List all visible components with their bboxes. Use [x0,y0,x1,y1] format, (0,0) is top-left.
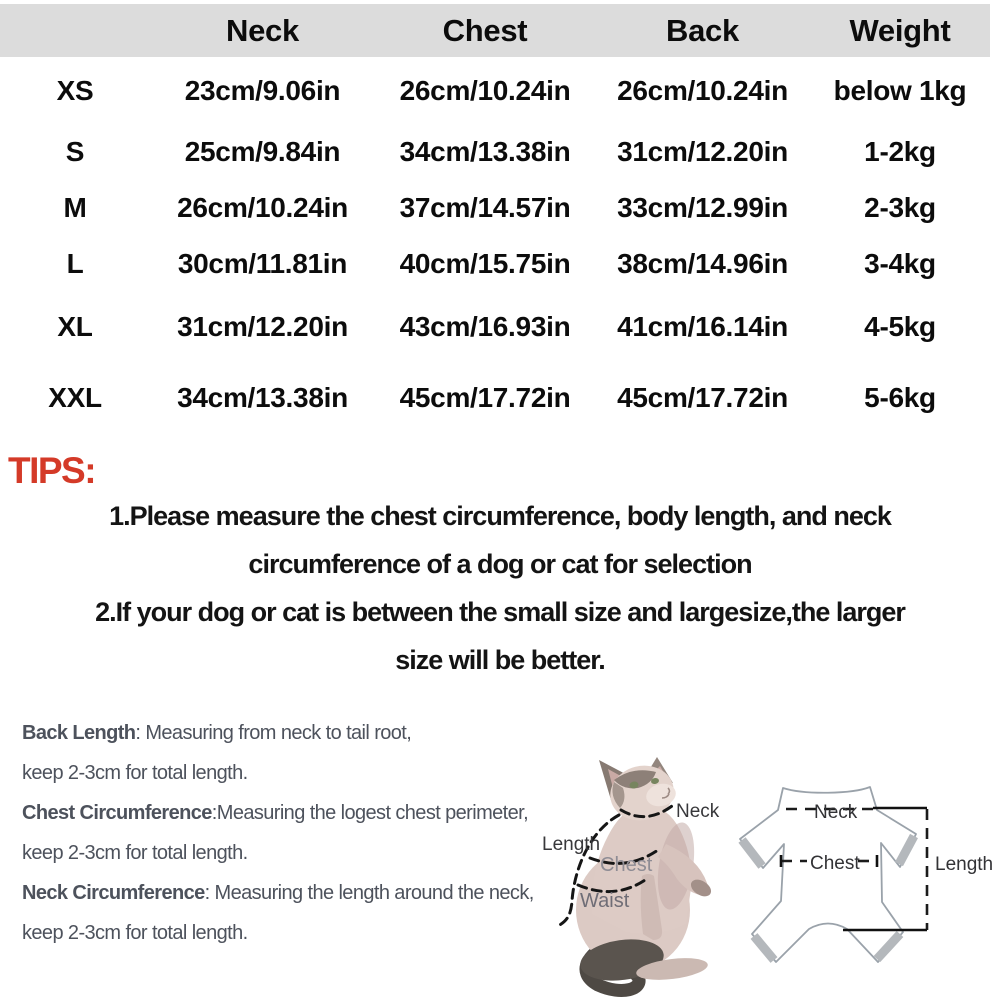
size-cell: S [65,136,85,167]
instruction-chest-circumference [22,793,534,833]
size-chart-header-row [0,4,990,57]
back-cell: 45cm/17.72in [617,382,788,413]
table-row [0,58,990,124]
neck-cell: 30cm/11.81in [177,248,348,279]
table-row [0,236,990,292]
table-row [0,362,990,434]
size-cell: L [66,248,84,279]
size-cell: XL [57,311,93,342]
instruction-continuation: keep 2-3cm for total length. [22,842,248,864]
back-cell: 38cm/14.96in [617,248,788,279]
back-cell: 31cm/12.20in [617,136,788,167]
instruction-neck-circumference [22,873,534,913]
chest-cell: 37cm/14.57in [399,192,571,223]
header-cell-back: Back [666,12,739,48]
size-cell: M [63,192,87,223]
size-cell: XXL [48,382,102,413]
garment-diagram [730,778,1000,978]
garment-neck-label: Neck [814,802,858,823]
neck-cell: 34cm/13.38in [177,382,348,413]
tip-line-1: 1.Please measure the chest circumference, body length, and neck [109,501,891,531]
cat-neck-label: Neck [676,801,720,822]
tip-line-2: circumference of a dog or cat for selection [248,549,752,579]
chest-cell: 43cm/16.93in [399,311,571,342]
garment-length-label: Length [935,854,994,875]
cat-length-label: Length [542,834,601,855]
instruction-back-length [22,713,534,753]
chest-cell: 40cm/15.75in [399,248,571,279]
neck-cell: 25cm/9.84in [184,136,341,167]
size-cell: XS [56,75,94,106]
instruction-label: Chest Circumference [22,802,212,824]
neck-cell: 26cm/10.24in [177,192,348,223]
cat-waist-label: Waist [580,890,630,912]
instruction-continuation: keep 2-3cm for total length. [22,762,248,784]
instruction-text: : Measuring the length around the neck, [204,882,534,904]
size-chart-body [0,58,990,434]
instruction-text: :Measuring the logest chest perimeter, [211,802,529,824]
instruction-label: Back Length [22,722,136,744]
tip-line-3: 2.If your dog or cat is between the small size and largesize,the larger [95,597,905,627]
header-cell-weight: Weight [849,12,951,48]
measuring-instructions [22,713,534,953]
instruction-text: : Measuring from neck to tail root, [135,722,412,744]
weight-cell: 2-3kg [864,192,936,223]
tip-line-4: size will be better. [395,645,605,675]
table-row [0,180,990,236]
weight-cell: 5-6kg [864,382,936,413]
cat-chest-label: Chest [600,854,653,876]
header-cell-chest: Chest [442,12,528,48]
chest-cell: 26cm/10.24in [399,75,571,106]
chest-cell: 34cm/13.38in [399,136,571,167]
back-cell: 33cm/12.99in [617,192,788,223]
tips-body [0,492,1000,684]
neck-cell: 31cm/12.20in [177,311,348,342]
table-row [0,124,990,180]
weight-cell: 3-4kg [864,248,936,279]
chest-cell: 45cm/17.72in [399,382,571,413]
back-cell: 26cm/10.24in [617,75,788,106]
instruction-label: Neck Circumference [22,882,205,904]
back-cell: 41cm/16.14in [617,311,788,342]
weight-cell: below 1kg [833,75,967,106]
table-row [0,292,990,362]
garment-chest-label: Chest [810,853,860,874]
weight-cell: 1-2kg [864,136,936,167]
tips-heading: TIPS: [8,450,96,491]
weight-cell: 4-5kg [864,311,936,342]
header-cell-neck: Neck [226,12,299,48]
neck-cell: 23cm/9.06in [184,75,341,106]
instruction-continuation: keep 2-3cm for total length. [22,922,248,944]
